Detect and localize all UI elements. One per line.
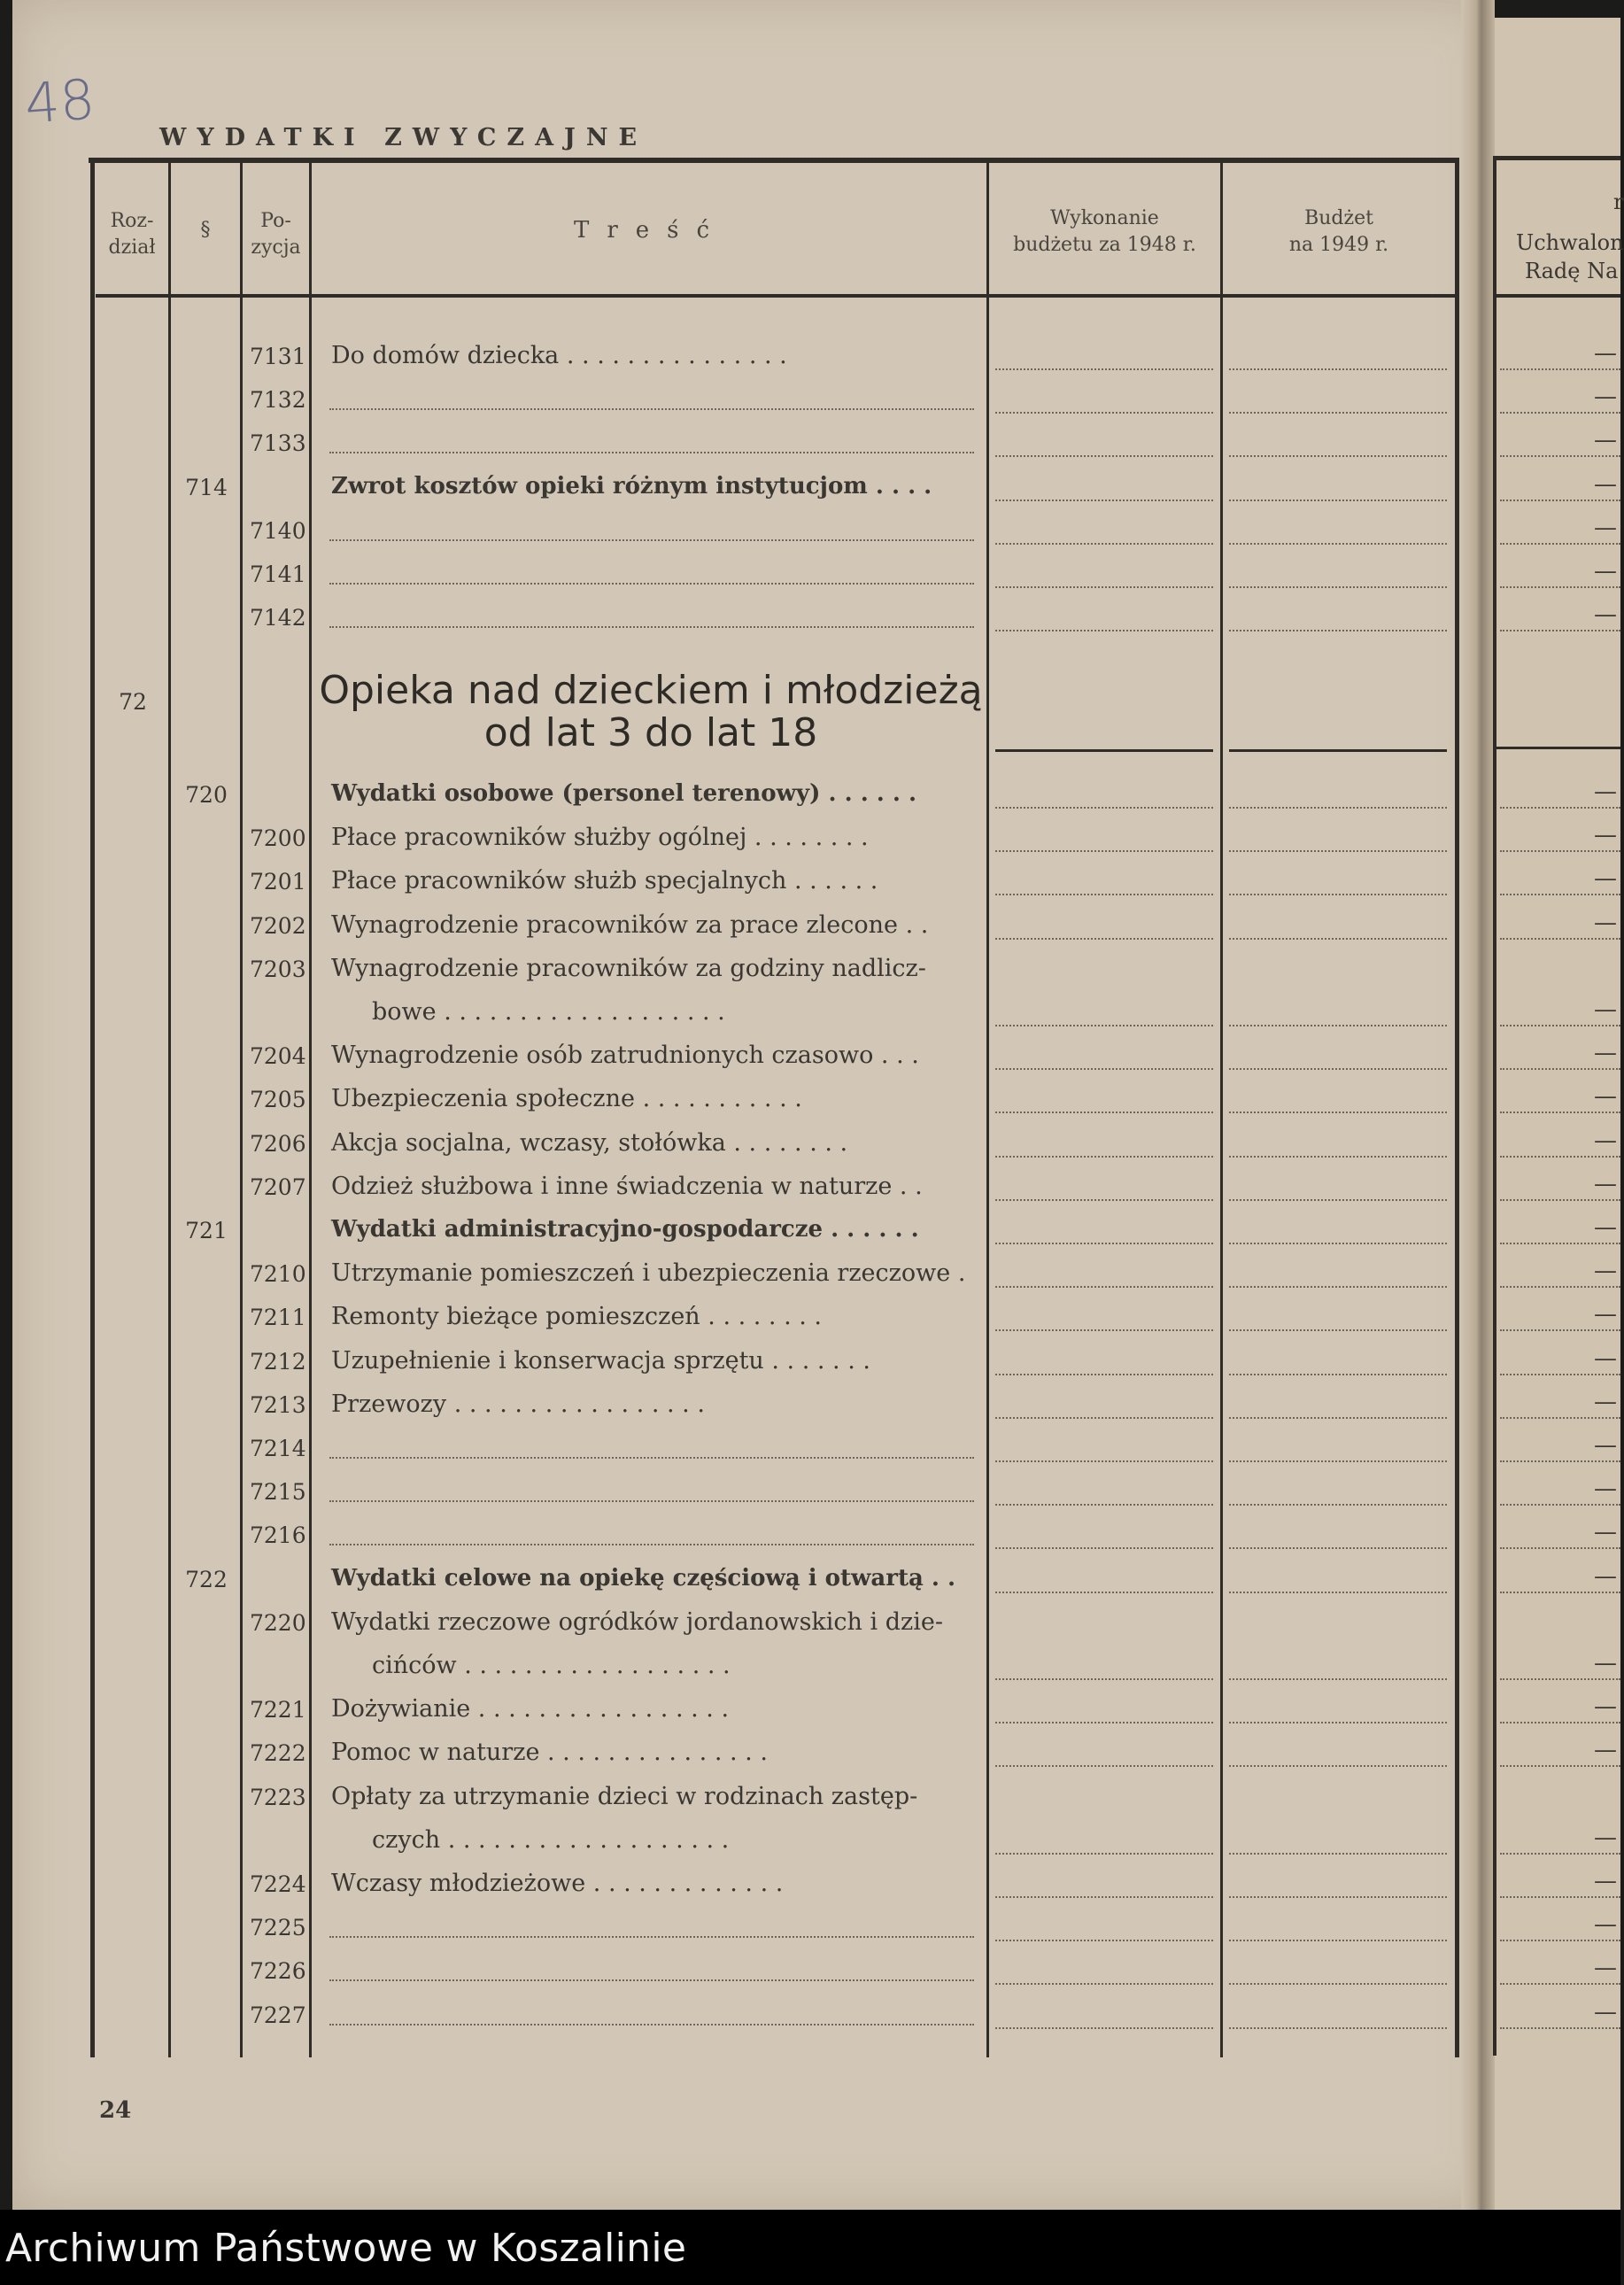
row-text: Pomoc w naturze . . . . . . . . . . . . . . .	[331, 1739, 768, 1767]
facing-dash: —	[1594, 1344, 1617, 1372]
wykonanie-cell	[995, 500, 1213, 501]
facing-table-top-border	[1493, 156, 1620, 160]
facing-dash: —	[1594, 558, 1617, 585]
left-border	[90, 158, 95, 2057]
row-heading: Wydatki administracyjno-gospodarcze . . . . . .	[331, 1216, 919, 1243]
budzet-cell	[1229, 1722, 1447, 1723]
facing-header-line2: Radę Na	[1525, 259, 1619, 283]
col-sep-paragraf	[240, 163, 243, 2057]
wykonanie-cell	[995, 630, 1213, 631]
wykonanie-cell	[995, 1068, 1213, 1070]
section-value-rule	[995, 749, 1213, 752]
facing-cell-rule	[1500, 807, 1620, 809]
section-value-rule	[1229, 749, 1447, 752]
budzet-cell	[1229, 1243, 1447, 1244]
facing-cell-rule	[1500, 1765, 1620, 1767]
facing-dash: —	[1594, 1083, 1617, 1111]
facing-cell-rule	[1500, 1329, 1620, 1331]
facing-dash: —	[1594, 1476, 1617, 1503]
budzet-cell	[1229, 412, 1447, 414]
table-top-border	[89, 158, 1459, 163]
wykonanie-cell	[995, 586, 1213, 588]
facing-cell-rule	[1500, 894, 1620, 895]
row-text: Wczasy młodzieżowe . . . . . . . . . . . . .	[331, 1870, 784, 1897]
row-heading: Wydatki osobowe (personel terenowy) . . . . . .	[331, 780, 917, 807]
budzet-cell	[1229, 1460, 1447, 1462]
facing-dash: —	[1594, 1127, 1617, 1154]
wykonanie-cell	[995, 455, 1213, 457]
budzet-cell	[1229, 1504, 1447, 1506]
facing-dash: —	[1594, 1170, 1617, 1197]
facing-cell-rule	[1500, 586, 1620, 588]
row-pozycja: 7202	[250, 912, 306, 939]
facing-dash: —	[1594, 427, 1617, 454]
row-pozycja: 7221	[250, 1697, 306, 1723]
col-sep-wykonanie	[1220, 163, 1223, 2057]
facing-dash: —	[1594, 1214, 1617, 1241]
facing-cell-rule	[1500, 1983, 1620, 1985]
wykonanie-cell	[995, 1199, 1213, 1201]
facing-cell-rule	[1500, 368, 1620, 370]
wykonanie-cell	[995, 1722, 1213, 1723]
row-blank-rule	[329, 1936, 974, 1938]
col-sep-pozycja	[309, 163, 312, 2057]
row-blank-rule	[329, 2024, 974, 2026]
facing-cell-rule	[1500, 543, 1620, 545]
row-pozycja: 7204	[250, 1043, 306, 1070]
row-heading: Wydatki celowe na opiekę częściową i otwartą . .	[331, 1564, 956, 1592]
row-blank-rule	[329, 583, 974, 585]
budzet-cell	[1229, 368, 1447, 370]
row-blank-rule	[329, 1544, 974, 1545]
row-paragraf: 721	[185, 1218, 228, 1243]
wykonanie-cell	[995, 1765, 1213, 1767]
row-pozycja: 7223	[250, 1784, 306, 1810]
wykonanie-cell	[995, 543, 1213, 545]
row-text: Utrzymanie pomieszczeń i ubezpieczenia rzeczowe .	[331, 1259, 966, 1288]
row-pozycja: 7207	[250, 1173, 306, 1200]
facing-cell-rule	[1500, 2027, 1620, 2029]
wykonanie-cell	[995, 807, 1213, 809]
budzet-cell	[1229, 1547, 1447, 1549]
row-pozycja: 7225	[250, 1915, 306, 1941]
section-title-line2: od lat 3 do lat 18	[483, 710, 818, 755]
facing-cell-rule	[1500, 412, 1620, 414]
row-blank-rule	[329, 452, 974, 453]
header-wykonanie: Wykonanie budżetu za 1948 r.	[1013, 207, 1196, 256]
col-sep-tresc	[986, 163, 989, 2057]
right-border	[1455, 158, 1459, 2057]
facing-dash: —	[1594, 822, 1617, 849]
budzet-cell	[1229, 1329, 1447, 1331]
budzet-cell	[1229, 630, 1447, 631]
budzet-cell	[1229, 1853, 1447, 1855]
facing-dash: —	[1594, 1258, 1617, 1285]
wykonanie-cell	[995, 1592, 1213, 1593]
book-gutter	[1461, 0, 1495, 2210]
facing-cell-rule	[1500, 938, 1620, 940]
facing-cell-rule	[1500, 1460, 1620, 1462]
facing-cell-rule	[1500, 1156, 1620, 1158]
wykonanie-cell	[995, 1504, 1213, 1506]
row-pozycja: 7133	[250, 430, 306, 457]
facing-header-top-fragment: r	[1613, 190, 1624, 214]
facing-cell-rule	[1500, 1374, 1620, 1375]
facing-section-rule	[1496, 747, 1620, 749]
budzet-cell	[1229, 543, 1447, 545]
facing-cell-rule	[1500, 1286, 1620, 1288]
facing-cell-rule	[1500, 1592, 1620, 1593]
facing-cell-rule	[1500, 630, 1620, 631]
row-pozycja: 7222	[250, 1740, 306, 1767]
facing-dash: —	[1594, 1040, 1617, 1067]
row-paragraf: 722	[185, 1566, 228, 1592]
handwritten-page-number: 48	[22, 66, 97, 136]
wykonanie-cell	[995, 1374, 1213, 1375]
row-pozycja: 7216	[250, 1522, 306, 1549]
budzet-cell	[1229, 1156, 1447, 1158]
row-pozycja: 7226	[250, 1958, 306, 1985]
budzet-cell	[1229, 894, 1447, 895]
budzet-cell	[1229, 1374, 1447, 1375]
row-text: czych . . . . . . . . . . . . . . . . . . .	[372, 1825, 730, 1854]
row-pozycja: 7200	[250, 825, 306, 852]
wykonanie-cell	[995, 1286, 1213, 1288]
facing-dash: —	[1594, 996, 1617, 1023]
row-text: Płace pracowników służb specjalnych . . . . . .	[331, 867, 878, 895]
row-pozycja: 7220	[250, 1609, 306, 1636]
facing-dash: —	[1594, 1562, 1617, 1590]
facing-cell-rule	[1500, 1504, 1620, 1506]
row-blank-rule	[329, 1457, 974, 1459]
row-pozycja: 7131	[250, 344, 306, 369]
budzet-cell	[1229, 850, 1447, 852]
row-pozycja: 7210	[250, 1261, 306, 1288]
facing-dash: —	[1594, 1519, 1617, 1546]
row-pozycja: 7201	[250, 869, 306, 895]
wykonanie-cell	[995, 1896, 1213, 1898]
wykonanie-cell	[995, 1460, 1213, 1462]
facing-dash: —	[1594, 1650, 1617, 1677]
row-pozycja: 7132	[250, 387, 306, 414]
row-pozycja: 7227	[250, 2002, 306, 2028]
header-pozycja: Po- zycja	[251, 210, 301, 259]
row-text: Ubezpieczenia społeczne . . . . . . . . . . .	[331, 1085, 802, 1113]
budzet-cell	[1229, 938, 1447, 940]
row-blank-rule	[329, 1979, 974, 1981]
facing-cell-rule	[1500, 1243, 1620, 1244]
row-text: Wynagrodzenie osób zatrudnionych czasowo . . .	[331, 1042, 919, 1070]
facing-dash: —	[1594, 1868, 1617, 1894]
wykonanie-cell	[995, 412, 1213, 414]
row-text: Uzupełnienie i konserwacja sprzętu . . . . . . .	[331, 1346, 870, 1375]
budzet-cell	[1229, 500, 1447, 501]
budzet-cell	[1229, 1068, 1447, 1070]
wykonanie-cell	[995, 1678, 1213, 1680]
row-blank-rule	[329, 626, 974, 628]
row-text: Opłaty za utrzymanie dzieci w rodzinach zastęp-	[331, 1782, 918, 1810]
row-text: Remonty bieżące pomieszczeń . . . . . . . .	[331, 1303, 823, 1331]
row-pozycja: 7206	[250, 1130, 306, 1157]
row-text: Wydatki rzeczowe ogródków jordanowskich i dzie-	[331, 1607, 943, 1636]
wykonanie-cell	[995, 894, 1213, 895]
budzet-cell	[1229, 1286, 1447, 1288]
facing-cell-rule	[1500, 1896, 1620, 1898]
facing-dash: —	[1594, 865, 1617, 893]
budzet-cell	[1229, 1025, 1447, 1026]
facing-cell-rule	[1500, 500, 1620, 501]
row-blank-rule	[329, 539, 974, 541]
row-text: Przewozy . . . . . . . . . . . . . . . . .	[331, 1390, 705, 1418]
row-text: cińców . . . . . . . . . . . . . . . . . .	[372, 1652, 731, 1679]
row-pozycja: 7213	[250, 1391, 306, 1418]
page-header-title: WYDATKI ZWYCZAJNE	[159, 124, 648, 151]
facing-cell-rule	[1500, 1678, 1620, 1680]
wykonanie-cell	[995, 1112, 1213, 1113]
facing-dash: —	[1594, 601, 1617, 629]
section-title-line1: Opieka nad dzieckiem i młodzieżą	[319, 668, 983, 713]
wykonanie-cell	[995, 1025, 1213, 1026]
facing-cell-rule	[1500, 1068, 1620, 1070]
wykonanie-cell	[995, 2027, 1213, 2029]
row-pozycja: 7140	[250, 517, 306, 544]
wykonanie-cell	[995, 368, 1213, 370]
facing-dash: —	[1594, 1824, 1617, 1851]
row-text: bowe . . . . . . . . . . . . . . . . . . .	[372, 998, 725, 1026]
facing-header-line1: Uchwalon	[1516, 230, 1624, 255]
row-text: Wynagrodzenie pracowników za godziny nadlicz-	[331, 954, 926, 982]
facing-dash: —	[1594, 909, 1617, 936]
header-bottom-border	[96, 294, 1459, 298]
row-pozycja: 7215	[250, 1479, 306, 1506]
facing-cell-rule	[1500, 850, 1620, 852]
row-pozycja: 7224	[250, 1871, 306, 1897]
facing-dash: —	[1594, 1955, 1617, 1982]
row-pozycja: 7212	[250, 1348, 306, 1375]
row-pozycja: 7214	[250, 1436, 306, 1461]
col-sep-rozdzial	[168, 163, 171, 2057]
facing-left-border	[1493, 156, 1496, 2056]
budzet-cell	[1229, 455, 1447, 457]
wykonanie-cell	[995, 1243, 1213, 1244]
wykonanie-cell	[995, 850, 1213, 852]
facing-dash: —	[1594, 1432, 1617, 1459]
facing-dash: —	[1594, 1301, 1617, 1328]
facing-cell-rule	[1500, 1025, 1620, 1026]
row-paragraf: 720	[185, 782, 228, 808]
budzet-cell	[1229, 586, 1447, 588]
facing-cell-rule	[1500, 1417, 1620, 1419]
page-number: 24	[99, 2097, 132, 2124]
facing-dash: —	[1594, 1737, 1617, 1764]
row-text: Wynagrodzenie pracowników za prace zlecone . .	[331, 910, 929, 939]
budzet-cell	[1229, 2027, 1447, 2029]
wykonanie-cell	[995, 1983, 1213, 1985]
facing-dash: —	[1594, 340, 1617, 367]
row-text: Odzież służbowa i inne świadczenia w naturze . .	[331, 1172, 923, 1200]
facing-cell-rule	[1500, 1722, 1620, 1723]
budzet-cell	[1229, 1983, 1447, 1985]
header-tresc: Treść	[574, 217, 728, 244]
row-blank-rule	[329, 408, 974, 410]
wykonanie-cell	[995, 1156, 1213, 1158]
header-rozdzial: Roz- dział	[108, 210, 156, 259]
row-text: Dożywianie . . . . . . . . . . . . . . . . .	[331, 1695, 730, 1723]
facing-dash: —	[1594, 1388, 1617, 1415]
row-pozycja: 7205	[250, 1087, 306, 1113]
facing-cell-rule	[1500, 455, 1620, 457]
budzet-cell	[1229, 1940, 1447, 1941]
wykonanie-cell	[995, 1417, 1213, 1419]
section-rozdzial-number: 72	[119, 689, 147, 715]
header-paragraf: §	[200, 219, 211, 241]
archive-label: Archiwum Państwowe w Koszalinie	[5, 2226, 687, 2271]
budzet-cell	[1229, 1199, 1447, 1201]
wykonanie-cell	[995, 1547, 1213, 1549]
budzet-cell	[1229, 1896, 1447, 1898]
row-paragraf: 714	[185, 474, 228, 500]
row-pozycja: 7142	[250, 605, 306, 631]
header-budzet: Budżet na 1949 r.	[1288, 207, 1389, 256]
facing-dash: —	[1594, 470, 1617, 498]
row-text: Do domów dziecka . . . . . . . . . . . . . . .	[331, 342, 787, 369]
facing-dash: —	[1594, 1998, 1617, 2026]
row-pozycja: 7203	[250, 956, 306, 982]
budzet-cell	[1229, 1417, 1447, 1419]
budzet-cell	[1229, 807, 1447, 809]
row-heading: Zwrot kosztów opieki różnym instytucjom . . . .	[331, 472, 932, 500]
row-pozycja: 7211	[250, 1305, 306, 1331]
facing-cell-rule	[1500, 1853, 1620, 1855]
wykonanie-cell	[995, 1853, 1213, 1855]
facing-cell-rule	[1500, 1547, 1620, 1549]
budzet-cell	[1229, 1112, 1447, 1113]
facing-dash: —	[1594, 1911, 1617, 1939]
budzet-cell	[1229, 1592, 1447, 1593]
budzet-cell	[1229, 1678, 1447, 1680]
facing-header-bottom-border	[1496, 294, 1620, 298]
facing-dash: —	[1594, 383, 1617, 411]
budzet-cell	[1229, 1765, 1447, 1767]
row-blank-rule	[329, 1500, 974, 1502]
facing-dash: —	[1594, 778, 1617, 805]
wykonanie-cell	[995, 1940, 1213, 1941]
facing-cell-rule	[1500, 1112, 1620, 1113]
facing-cell-rule	[1500, 1199, 1620, 1201]
wykonanie-cell	[995, 938, 1213, 940]
facing-dash: —	[1594, 1693, 1617, 1721]
facing-cell-rule	[1500, 1940, 1620, 1941]
row-text: Płace pracowników służby ogólnej . . . . . . . .	[331, 824, 869, 852]
row-pozycja: 7141	[250, 562, 306, 587]
row-text: Akcja socjalna, wczasy, stołówka . . . . . . . .	[331, 1128, 848, 1157]
facing-dash: —	[1594, 514, 1617, 541]
wykonanie-cell	[995, 1329, 1213, 1331]
